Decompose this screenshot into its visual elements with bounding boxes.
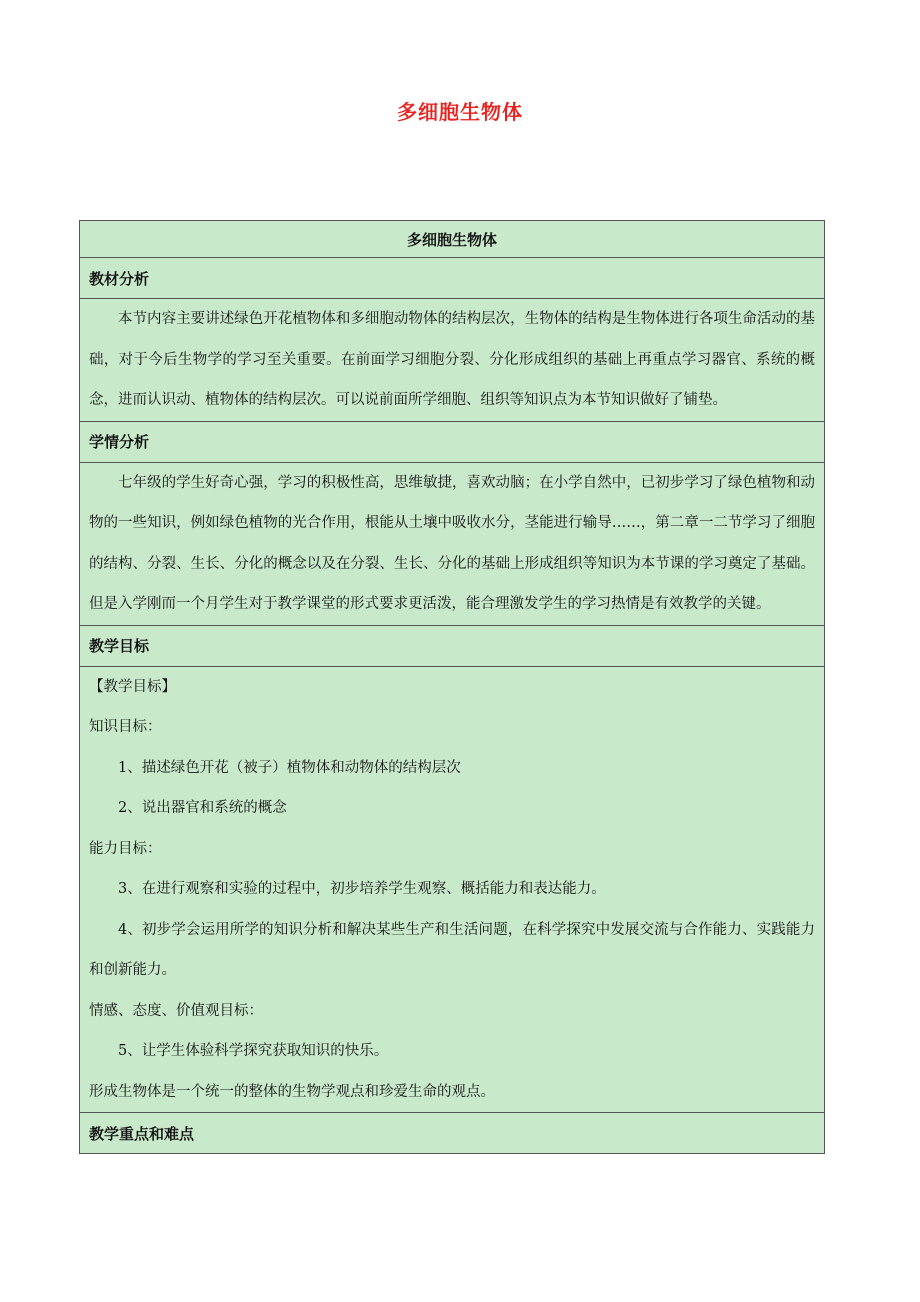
knowledge-goals-label: 知识目标： [89,719,162,735]
section-heading-row [80,258,825,299]
table-header-row [80,221,825,258]
lesson-plan-table [79,220,825,1154]
section-heading-students: 学情分析 [80,421,825,462]
table-header-cell: 多细胞生物体 [80,221,825,258]
section-body-row [80,462,825,625]
section-heading-goals: 教学目标 [80,625,825,666]
section-body-row [80,299,825,422]
section-body-goals [80,666,825,1113]
document-title: 多细胞生物体 [397,100,523,124]
section-body-row [80,666,825,1113]
section-heading-key-points: 教学重点和难点 [80,1113,825,1154]
section-heading-textbook: 教材分析 [80,258,825,299]
knowledge-goal-item: 1、描述绿色开花（被子）植物体和动物体的结构层次 [118,759,461,776]
goals-bracket-title: 【教学目标】 [89,678,176,695]
section-body-students [80,462,825,625]
emotion-goal-item: 5、让学生体验科学探究获取知识的快乐。 [118,1043,389,1059]
textbook-paragraph: 本节内容主要讲述绿色开花植物体和多细胞动物体的结构层次，生物体的结构是生物体进行各项生命活动的基础，对于今后生物学的学习至关重要。在前面学习细胞分裂、分化形成组织的基础上再重点学习器官、系统的概念，进而认识动、植物体的结构层次。可以说前面所学细胞、组织等知识点为本节知识做好了铺垫。 [89,311,815,408]
ability-goals-label: 能力目标： [89,840,162,857]
students-paragraph: 七年级的学生好奇心强，学习的积极性高，思维敏捷，喜欢动脑；在小学自然中，已初步学习了绿色植物和动物的一些知识，例如绿色植物的光合作用，根能从土壤中吸收水分，茎能进行输导……，第二章一二节学习了细胞的结构、分裂、生长、分化的概念以及在分裂、生长、分化的基础上形成组织等知识为本节课的学习奠定了基础。但是入学刚而一个月学生对于教学课堂的形式要求更活泼，能合理激发学生的学习热情是有效教学的关键。 [89,474,815,612]
section-heading-row [80,1113,825,1154]
section-heading-row [80,421,825,462]
ability-goal-item: 3、在进行观察和实验的过程中，初步培养学生观察、概括能力和表达能力。 [118,881,606,897]
goals-closing-line: 形成生物体是一个统一的整体的生物学观点和珍爱生命的观点。 [89,1083,495,1100]
emotion-goals-label: 情感、态度、价值观目标： [89,1002,263,1019]
section-body-textbook [80,299,825,422]
knowledge-goal-item: 2、说出器官和系统的概念 [118,800,287,816]
section-heading-row [80,625,825,666]
ability-goal-item: 4、初步学会运用所学的知识分析和解决某些生产和生活问题，在科学探究中发展交流与合作能力、实践能力和创新能力。 [89,921,815,978]
